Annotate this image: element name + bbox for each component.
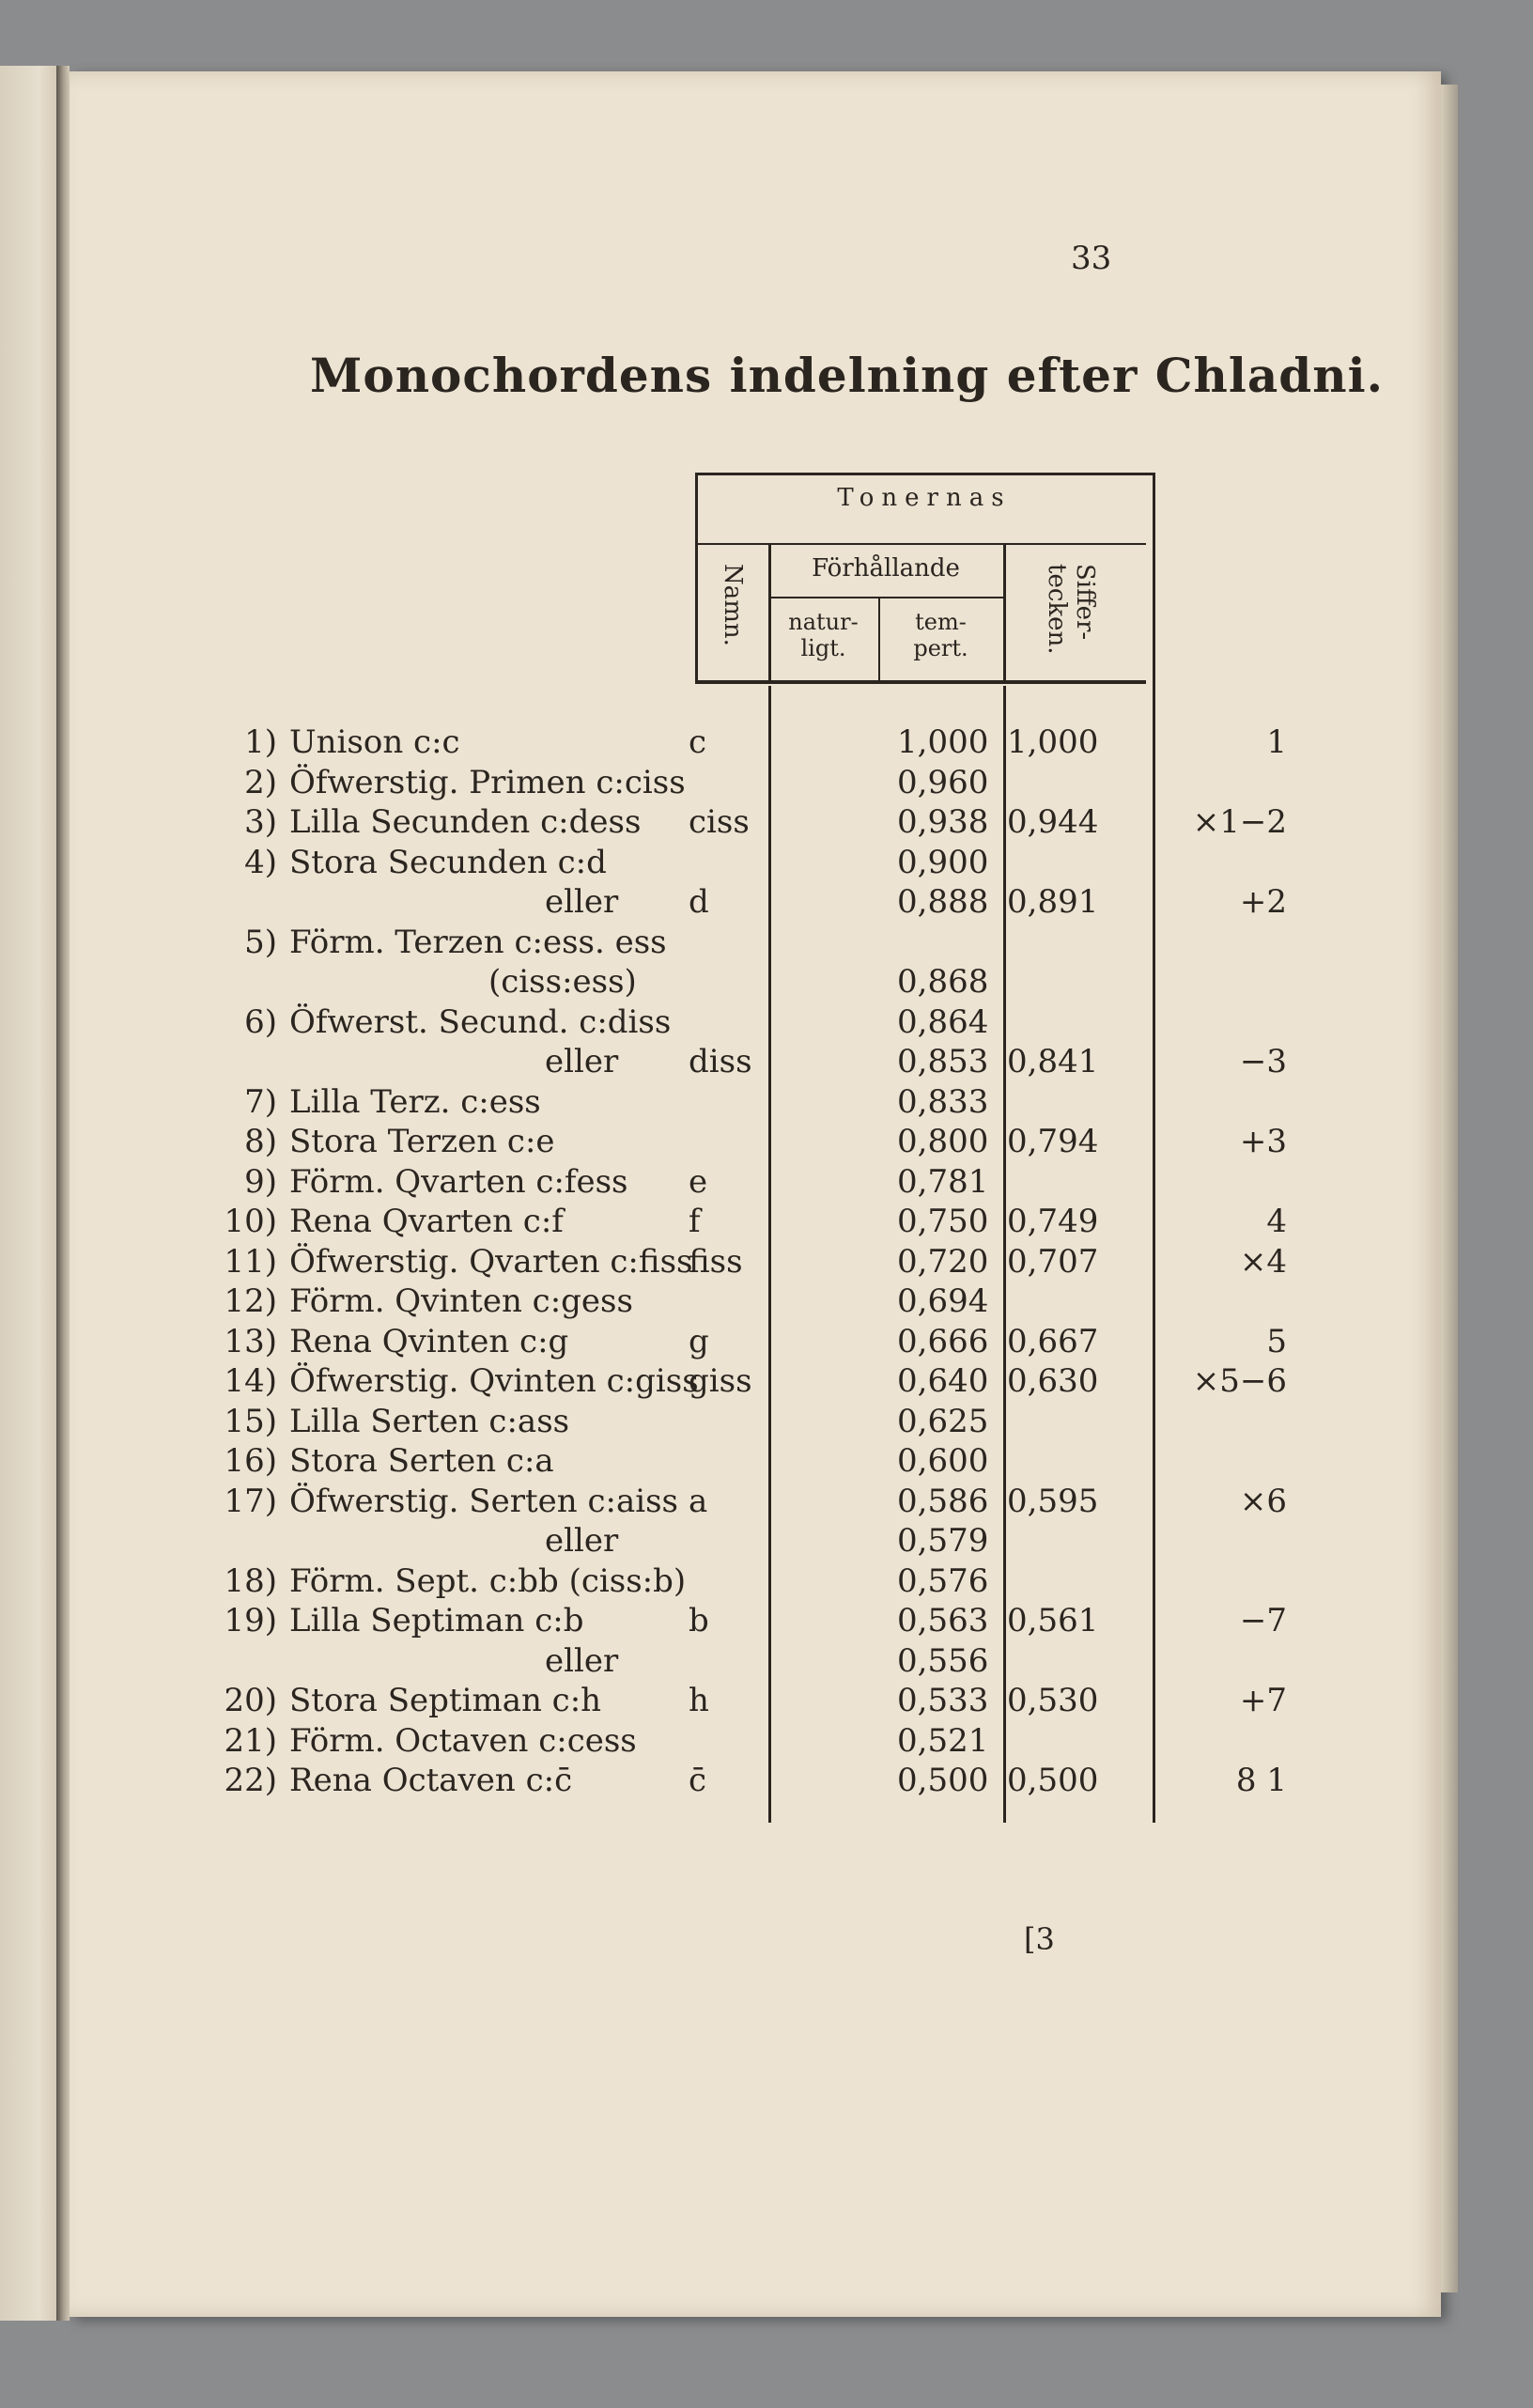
row-interval-name: Lilla Terz. c:ess bbox=[289, 1082, 541, 1121]
row-tempered-ratio: 0,500 bbox=[1007, 1762, 1099, 1799]
row-interval-name: (ciss:ess) bbox=[488, 963, 637, 1001]
table-row bbox=[188, 764, 1165, 803]
row-interval-name: Rena Octaven c:c̄ bbox=[289, 1762, 573, 1799]
book-spine bbox=[56, 66, 70, 2321]
table-row bbox=[188, 963, 1165, 1002]
row-interval-name: Lilla Secunden c:dess bbox=[289, 803, 642, 841]
table-row bbox=[188, 723, 1287, 763]
table-row bbox=[188, 883, 1287, 923]
row-index: 10) bbox=[224, 1203, 277, 1240]
row-interval-name: Öfwerstig. Qvinten c:giss bbox=[289, 1362, 699, 1400]
table-row bbox=[188, 1403, 1165, 1442]
header-tonernas: Tonernas bbox=[837, 484, 1012, 512]
row-interval-name: Förm. Terzen c:ess. ess bbox=[289, 923, 667, 961]
row-natural-ratio: 0,864 bbox=[897, 1002, 989, 1041]
table-row bbox=[188, 1003, 1165, 1043]
row-index: 2) bbox=[244, 763, 277, 801]
row-interval-name: Förm. Qvarten c:fess bbox=[289, 1162, 628, 1201]
row-tone: ciss bbox=[689, 803, 750, 841]
row-natural-ratio: 0,500 bbox=[897, 1762, 989, 1799]
table-row bbox=[188, 1762, 1287, 1801]
table-row bbox=[188, 1442, 1165, 1482]
row-index: 11) bbox=[224, 1242, 277, 1281]
page-title: Monochordens indelning efter Chladni. bbox=[310, 348, 1384, 403]
row-tempered-ratio: 0,667 bbox=[1007, 1322, 1099, 1360]
row-tone: e bbox=[689, 1162, 708, 1201]
header-forhallande: Förhållande bbox=[812, 554, 960, 583]
row-interval-name: Öfwerst. Secund. c:diss bbox=[289, 1002, 672, 1041]
row-natural-ratio: 0,938 bbox=[897, 803, 989, 841]
row-tempered-ratio: 0,530 bbox=[1007, 1682, 1099, 1719]
row-interval-name: Stora Serten c:a bbox=[289, 1442, 554, 1480]
row-tempered-ratio: 0,595 bbox=[1007, 1482, 1099, 1520]
row-natural-ratio: 0,640 bbox=[897, 1362, 989, 1400]
row-index: 13) bbox=[224, 1322, 277, 1360]
row-index: 21) bbox=[224, 1721, 277, 1760]
row-siffer: ×1−2 bbox=[1192, 803, 1287, 841]
table-row bbox=[188, 1322, 1287, 1362]
row-natural-ratio: 0,579 bbox=[897, 1522, 989, 1560]
row-natural-ratio: 0,800 bbox=[897, 1123, 989, 1160]
row-siffer: 8 1 bbox=[1235, 1762, 1287, 1799]
row-interval-name: Öfwerstig. Serten c:aiss bbox=[289, 1482, 678, 1520]
row-tempered-ratio: 0,630 bbox=[1007, 1362, 1099, 1400]
row-interval-name: Stora Secunden c:d bbox=[289, 843, 607, 881]
row-natural-ratio: 0,521 bbox=[897, 1721, 989, 1760]
row-index: 8) bbox=[244, 1123, 277, 1160]
row-natural-ratio: 0,533 bbox=[897, 1682, 989, 1719]
row-tone: giss bbox=[689, 1362, 752, 1400]
header-temp: tem- pert. bbox=[913, 609, 968, 661]
table-row bbox=[188, 1362, 1287, 1402]
row-siffer: ×4 bbox=[1239, 1242, 1287, 1281]
table-row bbox=[188, 1682, 1287, 1721]
row-index: 4) bbox=[244, 843, 277, 881]
row-natural-ratio: 0,750 bbox=[897, 1203, 989, 1240]
row-index: 18) bbox=[224, 1561, 277, 1600]
row-natural-ratio: 0,694 bbox=[897, 1282, 989, 1320]
table-row bbox=[188, 1203, 1287, 1242]
row-siffer: +7 bbox=[1239, 1682, 1287, 1719]
row-interval-name: Öfwerstig. Primen c:ciss bbox=[289, 763, 686, 801]
row-interval-name: eller bbox=[545, 1522, 619, 1560]
row-natural-ratio: 0,781 bbox=[897, 1162, 989, 1201]
row-siffer: +3 bbox=[1239, 1123, 1287, 1160]
row-natural-ratio: 0,556 bbox=[897, 1641, 989, 1680]
row-index: 12) bbox=[224, 1282, 277, 1320]
table-row bbox=[188, 803, 1287, 843]
row-index: 20) bbox=[224, 1682, 277, 1719]
row-tempered-ratio: 0,891 bbox=[1007, 883, 1099, 921]
row-interval-name: Rena Qvinten c:g bbox=[289, 1322, 569, 1360]
row-interval-name: eller bbox=[545, 883, 619, 921]
row-index: 6) bbox=[244, 1002, 277, 1041]
table-row bbox=[188, 1642, 1165, 1682]
row-interval-name: Unison c:c bbox=[289, 723, 460, 761]
table-row bbox=[188, 1043, 1287, 1082]
row-tempered-ratio: 0,944 bbox=[1007, 803, 1099, 841]
table-row bbox=[188, 1123, 1287, 1162]
row-siffer: −7 bbox=[1239, 1602, 1287, 1639]
table-row bbox=[188, 844, 1165, 883]
row-siffer: 4 bbox=[1266, 1203, 1287, 1240]
row-tone: diss bbox=[689, 1043, 752, 1080]
signature-mark: [3 bbox=[1024, 1921, 1055, 1957]
row-siffer: 1 bbox=[1266, 723, 1287, 761]
row-tone: h bbox=[689, 1682, 709, 1719]
table-row bbox=[188, 1482, 1287, 1522]
row-tempered-ratio: 0,841 bbox=[1007, 1043, 1099, 1080]
row-index: 9) bbox=[244, 1162, 277, 1201]
row-interval-name: Förm. Octaven c:cess bbox=[289, 1721, 637, 1760]
row-natural-ratio: 0,600 bbox=[897, 1442, 989, 1480]
row-index: 7) bbox=[244, 1082, 277, 1121]
row-interval-name: Rena Qvarten c:f bbox=[289, 1203, 564, 1240]
row-interval-name: eller bbox=[545, 1043, 619, 1080]
row-interval-name: Förm. Sept. c:bb (ciss:b) bbox=[289, 1561, 687, 1600]
row-tone: f bbox=[689, 1203, 701, 1240]
table-row bbox=[188, 1562, 1165, 1602]
row-natural-ratio: 0,900 bbox=[897, 843, 989, 881]
table-row bbox=[188, 1602, 1287, 1641]
row-index: 3) bbox=[244, 803, 277, 841]
row-tone: d bbox=[689, 883, 709, 921]
row-siffer: 5 bbox=[1266, 1322, 1287, 1360]
row-siffer: +2 bbox=[1239, 883, 1287, 921]
row-interval-name: Lilla Septiman c:b bbox=[289, 1602, 584, 1639]
row-tempered-ratio: 0,707 bbox=[1007, 1242, 1099, 1281]
row-natural-ratio: 1,000 bbox=[897, 723, 989, 761]
page-number: 33 bbox=[1071, 240, 1112, 277]
row-tone: a bbox=[689, 1482, 708, 1520]
row-siffer: −3 bbox=[1239, 1043, 1287, 1080]
row-interval-name: eller bbox=[545, 1641, 619, 1680]
row-interval-name: Öfwerstig. Qvarten c:fiss bbox=[289, 1242, 693, 1281]
header-siffer: Siffer- tecken. bbox=[1043, 564, 1099, 655]
row-natural-ratio: 0,625 bbox=[897, 1402, 989, 1440]
header-ratio-rule bbox=[768, 597, 1003, 598]
page-stack-edge bbox=[1441, 85, 1458, 2292]
table-row bbox=[188, 1522, 1165, 1561]
row-interval-name: Lilla Serten c:ass bbox=[289, 1402, 570, 1440]
row-natural-ratio: 0,563 bbox=[897, 1602, 989, 1639]
row-tone: b bbox=[689, 1602, 709, 1639]
row-tempered-ratio: 0,794 bbox=[1007, 1123, 1099, 1160]
row-natural-ratio: 0,868 bbox=[897, 963, 989, 1001]
row-index: 22) bbox=[224, 1762, 277, 1799]
row-tone: c bbox=[689, 723, 707, 761]
row-interval-name: Förm. Qvinten c:gess bbox=[289, 1282, 633, 1320]
row-interval-name: Stora Terzen c:e bbox=[289, 1123, 555, 1160]
header-naturligt: natur- ligt. bbox=[788, 609, 859, 661]
table-row bbox=[188, 1083, 1165, 1123]
header-namn: Namn. bbox=[719, 564, 747, 646]
row-natural-ratio: 0,960 bbox=[897, 763, 989, 801]
row-natural-ratio: 0,720 bbox=[897, 1242, 989, 1281]
row-natural-ratio: 0,666 bbox=[897, 1322, 989, 1360]
row-index: 1) bbox=[244, 723, 277, 761]
header-siffer-rule bbox=[1003, 543, 1006, 682]
row-natural-ratio: 0,853 bbox=[897, 1043, 989, 1080]
header-sub-rule bbox=[695, 543, 1146, 545]
header-bottom-rule bbox=[695, 680, 1146, 684]
row-natural-ratio: 0,888 bbox=[897, 883, 989, 921]
table-row bbox=[188, 1242, 1287, 1282]
row-tone: fiss bbox=[689, 1242, 743, 1281]
table-row bbox=[188, 1722, 1165, 1762]
row-index: 17) bbox=[224, 1482, 277, 1520]
row-natural-ratio: 0,833 bbox=[897, 1082, 989, 1121]
row-index: 16) bbox=[224, 1442, 277, 1480]
row-tempered-ratio: 1,000 bbox=[1007, 723, 1099, 761]
row-index: 5) bbox=[244, 923, 277, 961]
row-natural-ratio: 0,586 bbox=[897, 1482, 989, 1520]
row-natural-ratio: 0,576 bbox=[897, 1561, 989, 1600]
row-tempered-ratio: 0,561 bbox=[1007, 1602, 1099, 1639]
row-index: 14) bbox=[224, 1362, 277, 1400]
table-row bbox=[188, 1282, 1165, 1322]
row-tone: c̄ bbox=[689, 1762, 707, 1799]
row-tempered-ratio: 0,749 bbox=[1007, 1203, 1099, 1240]
row-siffer: ×5−6 bbox=[1192, 1362, 1287, 1400]
row-index: 15) bbox=[224, 1402, 277, 1440]
row-index: 19) bbox=[224, 1602, 277, 1639]
table-row bbox=[188, 924, 1165, 963]
row-interval-name: Stora Septiman c:h bbox=[289, 1682, 602, 1719]
row-tone: g bbox=[689, 1322, 709, 1360]
header-top-rule bbox=[695, 473, 1154, 475]
table-row bbox=[188, 1163, 1165, 1203]
row-siffer: ×6 bbox=[1239, 1482, 1287, 1520]
